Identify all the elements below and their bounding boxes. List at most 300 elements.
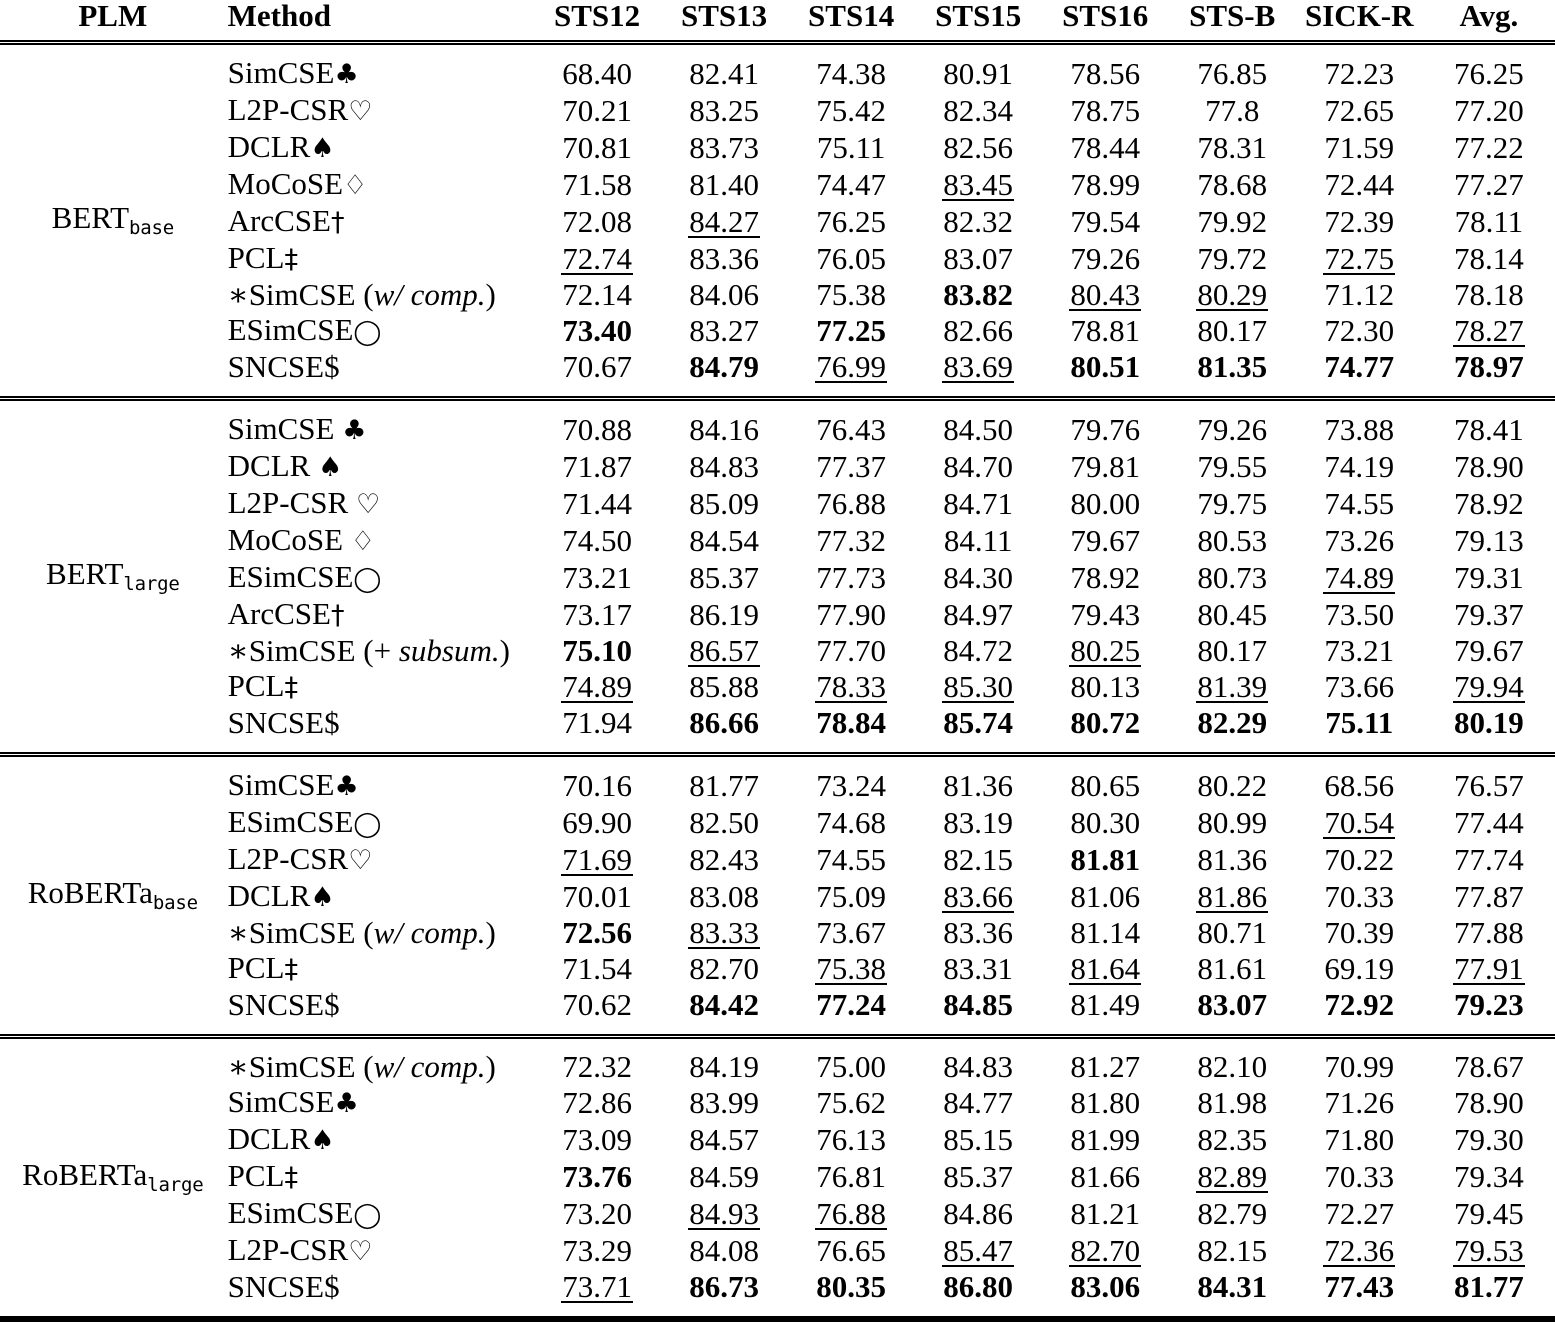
score-cell: 79.76: [1070, 412, 1141, 447]
score-cell: 84.30: [943, 560, 1014, 595]
score-cell: 79.67: [1454, 633, 1524, 668]
score-cell: [1296, 559, 1423, 596]
score-cell: 72.65: [1324, 93, 1395, 128]
method-cell: [226, 950, 534, 987]
value-underline: 83.33: [689, 915, 759, 950]
score-cell: 83.07: [943, 241, 1014, 276]
score-cell: [788, 950, 915, 987]
plm-label: RoBERTalarge: [22, 1156, 204, 1196]
score-cell: [915, 1269, 1042, 1304]
score-cell: 81.36: [943, 768, 1014, 803]
value-underline: 82.70: [1070, 1233, 1141, 1268]
method-cell: [226, 1158, 534, 1195]
method-cell: [226, 841, 534, 878]
score-cell: 77.70: [816, 633, 887, 668]
value-underline: 72.36: [1324, 1233, 1395, 1268]
score-cell: 74.47: [816, 167, 887, 202]
score-cell: 75.38: [816, 277, 887, 312]
score-cell: 76.13: [816, 1122, 887, 1157]
value-underline: 83.66: [943, 879, 1014, 914]
score-cell: 76.81: [816, 1159, 887, 1194]
score-cell: 75.42: [816, 93, 887, 128]
score-cell: 81.40: [689, 167, 759, 202]
score-cell: 77.74: [1454, 842, 1524, 877]
value-underline: 71.69: [562, 842, 632, 877]
value-bold: 75.11: [1325, 705, 1394, 740]
method-cell: [226, 92, 534, 129]
method-marker-icon: †: [330, 207, 345, 238]
column-header-sts16: STS16: [1062, 0, 1149, 33]
score-cell: 84.57: [689, 1122, 759, 1157]
method-marker-icon: ‡: [284, 954, 298, 985]
plm-label: BERTlarge: [46, 555, 180, 595]
column-header-plm: PLM: [78, 0, 148, 33]
score-cell: 84.11: [943, 523, 1013, 558]
score-cell: 76.43: [816, 412, 887, 447]
score-cell: 81.49: [1070, 987, 1141, 1022]
method-marker-icon: ♢: [343, 170, 368, 201]
score-cell: 80.71: [1197, 915, 1268, 950]
score-cell: 80.91: [943, 56, 1014, 91]
score-cell: 84.72: [943, 633, 1014, 668]
score-cell: 73.26: [1324, 523, 1395, 558]
score-cell: 79.72: [1197, 241, 1268, 276]
value-bold: 81.81: [1070, 842, 1141, 877]
score-cell: 76.85: [1197, 56, 1268, 91]
method-name: PCL: [227, 950, 285, 985]
score-cell: 71.58: [562, 167, 632, 202]
score-cell: 79.45: [1454, 1196, 1524, 1231]
value-bold: 86.80: [943, 1269, 1014, 1304]
method-tail: ): [485, 277, 496, 312]
score-cell: 84.71: [943, 486, 1014, 521]
score-cell: [1423, 705, 1555, 740]
score-cell: 84.77: [943, 1085, 1014, 1120]
score-cell: 83.31: [943, 951, 1014, 986]
score-cell: [1296, 705, 1423, 740]
score-cell: [915, 1232, 1042, 1269]
score-cell: [534, 312, 661, 349]
score-cell: 81.98: [1197, 1085, 1268, 1120]
plm-subscript: base: [129, 216, 174, 239]
score-cell: 84.83: [943, 1049, 1014, 1084]
method-name: SimCSE: [227, 411, 335, 446]
score-cell: [534, 1158, 661, 1195]
score-cell: 79.26: [1070, 241, 1141, 276]
score-cell: 84.16: [689, 412, 759, 447]
score-cell: 70.67: [562, 349, 632, 384]
value-underline: 76.99: [816, 349, 887, 384]
score-cell: [915, 166, 1042, 203]
score-cell: 81.36: [1197, 842, 1268, 877]
score-cell: 84.59: [689, 1159, 759, 1194]
score-cell: 72.44: [1324, 167, 1395, 202]
block-spacer: [0, 45, 1555, 55]
method-name: DCLR: [227, 1121, 311, 1156]
method-name: MoCoSE: [227, 166, 344, 201]
score-cell: 84.54: [689, 523, 759, 558]
score-cell: 83.25: [689, 93, 759, 128]
score-cell: 80.45: [1197, 597, 1268, 632]
table-row: [0, 915, 1555, 950]
score-cell: [1423, 950, 1555, 987]
score-cell: [1169, 277, 1296, 312]
score-cell: 82.43: [689, 842, 759, 877]
score-cell: 70.22: [1324, 842, 1395, 877]
score-cell: [1423, 987, 1555, 1022]
method-cell: [226, 349, 534, 384]
score-cell: 78.18: [1454, 277, 1524, 312]
score-cell: 79.34: [1454, 1159, 1524, 1194]
score-cell: 73.21: [1324, 633, 1395, 668]
score-cell: 85.09: [689, 486, 759, 521]
table-row: [0, 203, 1555, 240]
value-bold: 80.72: [1070, 705, 1141, 740]
score-cell: 81.27: [1070, 1049, 1141, 1084]
method-name: ESimCSE: [227, 559, 354, 594]
block-spacer: [0, 740, 1555, 752]
score-cell: 82.10: [1197, 1049, 1268, 1084]
score-cell: 84.83: [689, 449, 759, 484]
value-bold: 86.73: [689, 1269, 759, 1304]
score-cell: 82.41: [689, 56, 759, 91]
value-underline: 79.94: [1454, 669, 1524, 704]
method-cell: [226, 559, 534, 596]
score-cell: 73.09: [562, 1122, 632, 1157]
value-underline: 81.86: [1197, 879, 1268, 914]
score-cell: [1423, 668, 1555, 705]
table-row: [0, 987, 1555, 1022]
score-cell: 76.05: [816, 241, 887, 276]
score-cell: [1423, 1269, 1555, 1304]
score-cell: 72.39: [1324, 204, 1395, 239]
score-cell: 73.88: [1324, 412, 1395, 447]
method-cell: [226, 668, 534, 705]
score-cell: [1042, 950, 1169, 987]
block-spacer: [0, 1304, 1555, 1316]
score-cell: 80.17: [1197, 633, 1268, 668]
table-row: [0, 312, 1555, 349]
method-marker-icon: $: [324, 987, 340, 1022]
value-underline: 77.91: [1454, 951, 1524, 986]
score-cell: 73.67: [816, 915, 887, 950]
score-cell: 80.65: [1070, 768, 1141, 803]
method-name: DCLR: [227, 878, 311, 913]
score-cell: 76.65: [816, 1233, 887, 1268]
method-tail: ): [485, 915, 496, 950]
score-cell: 79.43: [1070, 597, 1141, 632]
score-cell: 74.19: [1324, 449, 1395, 484]
score-cell: [1296, 1269, 1423, 1304]
score-cell: 73.21: [562, 560, 632, 595]
value-bold: 80.35: [816, 1269, 887, 1304]
score-cell: 80.13: [1070, 669, 1141, 704]
score-cell: [788, 705, 915, 740]
method-cell: [226, 448, 534, 485]
table-row: [0, 878, 1555, 915]
method-marker-icon: ‡: [284, 1162, 298, 1193]
method-cell: [226, 633, 534, 668]
method-cell: [226, 1269, 534, 1304]
score-cell: [788, 349, 915, 384]
method-marker-icon: $: [324, 1269, 340, 1304]
score-cell: [1042, 1232, 1169, 1269]
score-cell: [1296, 240, 1423, 277]
method-name: SimCSE: [227, 55, 335, 90]
score-cell: 72.27: [1324, 1196, 1395, 1231]
score-cell: 83.73: [689, 130, 759, 165]
method-name: PCL: [227, 240, 285, 275]
score-cell: 77.73: [816, 560, 887, 595]
score-cell: 73.66: [1324, 669, 1395, 704]
method-qualifier: w/ comp.: [373, 1049, 486, 1084]
value-underline: 73.71: [562, 1269, 632, 1304]
score-cell: 73.29: [562, 1233, 632, 1268]
method-name: PCL: [227, 668, 285, 703]
score-cell: 78.44: [1070, 130, 1141, 165]
value-underline: 72.74: [562, 241, 632, 276]
score-cell: 69.90: [562, 805, 632, 840]
value-bold: 77.24: [816, 987, 887, 1022]
table-row: [0, 1195, 1555, 1232]
score-cell: [788, 312, 915, 349]
column-header-sts14: STS14: [808, 0, 895, 33]
bottom-rule-row: [0, 1316, 1555, 1322]
score-cell: 77.32: [816, 523, 887, 558]
method-marker-icon: †: [330, 600, 345, 631]
score-cell: [661, 1269, 788, 1304]
score-cell: [1169, 987, 1296, 1022]
score-cell: [788, 987, 915, 1022]
method-cell: [226, 129, 534, 166]
score-cell: [661, 705, 788, 740]
method-marker-icon: ‡: [284, 244, 298, 275]
score-cell: 71.87: [562, 449, 632, 484]
score-cell: [1042, 841, 1169, 878]
score-cell: 77.87: [1454, 879, 1524, 914]
value-bold: 74.77: [1324, 349, 1395, 384]
table-row: [0, 950, 1555, 987]
value-underline: 76.88: [816, 1196, 887, 1231]
method-name: DCLR: [227, 448, 311, 483]
score-cell: 78.92: [1070, 560, 1141, 595]
score-cell: 75.62: [816, 1085, 887, 1120]
score-cell: 80.53: [1197, 523, 1268, 558]
bottom-rule: [0, 1316, 1555, 1322]
value-underline: 85.47: [943, 1233, 1014, 1268]
block-spacer: [0, 401, 1555, 411]
score-cell: 70.81: [562, 130, 632, 165]
value-underline: 83.45: [943, 167, 1014, 202]
score-cell: 70.62: [562, 987, 632, 1022]
score-cell: 86.19: [689, 597, 759, 632]
score-cell: 78.68: [1197, 167, 1268, 202]
value-bold: 84.85: [943, 987, 1014, 1022]
method-name: L2P-CSR: [227, 841, 349, 876]
table-row: [0, 485, 1555, 522]
method-name: ∗SimCSE (: [227, 1049, 374, 1084]
method-qualifier: subsum.: [398, 633, 500, 668]
score-cell: 82.79: [1197, 1196, 1268, 1231]
column-header-avg: Avg.: [1459, 0, 1519, 33]
value-bold: 78.97: [1454, 349, 1524, 384]
value-underline: 82.89: [1197, 1159, 1268, 1194]
score-cell: 82.15: [1197, 1233, 1268, 1268]
score-cell: 74.68: [816, 805, 887, 840]
table-row: [0, 349, 1555, 384]
score-cell: [534, 1269, 661, 1304]
method-name: SNCSE: [227, 705, 325, 740]
score-cell: 82.35: [1197, 1122, 1268, 1157]
score-cell: 78.67: [1454, 1049, 1524, 1084]
table-row: [0, 841, 1555, 878]
block-spacer: [0, 757, 1555, 767]
table-row: [0, 1049, 1555, 1084]
value-underline: 80.25: [1070, 633, 1141, 668]
score-cell: 81.14: [1070, 915, 1141, 950]
column-header-sts13: STS13: [681, 0, 768, 33]
score-cell: 70.99: [1324, 1049, 1395, 1084]
score-cell: [1042, 705, 1169, 740]
score-cell: 77.37: [816, 449, 887, 484]
table-row: [0, 804, 1555, 841]
score-cell: 76.25: [816, 204, 887, 239]
table-header: [0, 0, 1555, 45]
score-cell: 73.17: [562, 597, 632, 632]
table-row: [0, 559, 1555, 596]
score-cell: 78.90: [1454, 1085, 1524, 1120]
method-cell: [226, 596, 534, 633]
method-cell: [226, 705, 534, 740]
block-spacer: [0, 1022, 1555, 1034]
score-cell: 80.99: [1197, 805, 1268, 840]
method-name: ∗SimCSE (: [227, 915, 374, 950]
score-cell: 79.92: [1197, 204, 1268, 239]
method-cell: [226, 1232, 534, 1269]
score-cell: 83.19: [943, 805, 1014, 840]
score-cell: 83.36: [689, 241, 759, 276]
score-cell: 77.90: [816, 597, 887, 632]
score-cell: 78.92: [1454, 486, 1524, 521]
method-marker-icon: ♡: [355, 489, 381, 520]
score-cell: 76.88: [816, 486, 887, 521]
score-cell: 72.14: [562, 277, 632, 312]
score-cell: 72.23: [1324, 56, 1395, 91]
method-marker-icon: ♣: [334, 1088, 359, 1119]
method-name: L2P-CSR: [227, 485, 349, 520]
method-qualifier: w/ comp.: [373, 915, 486, 950]
value-bold: 73.76: [562, 1159, 632, 1194]
score-cell: 84.19: [689, 1049, 759, 1084]
value-bold: 72.56: [562, 915, 632, 950]
score-cell: [915, 349, 1042, 384]
score-cell: 79.26: [1197, 412, 1268, 447]
method-cell: [226, 915, 534, 950]
value-underline: 70.54: [1324, 805, 1395, 840]
score-cell: [915, 277, 1042, 312]
method-name: ∗SimCSE (+: [227, 633, 399, 668]
score-cell: [788, 1195, 915, 1232]
score-cell: 74.55: [1324, 486, 1395, 521]
score-cell: 81.77: [689, 768, 759, 803]
block-spacer: [0, 1039, 1555, 1049]
score-cell: 70.33: [1324, 879, 1395, 914]
score-cell: [661, 987, 788, 1022]
score-cell: 83.99: [689, 1085, 759, 1120]
value-underline: 85.30: [943, 669, 1014, 704]
value-underline: 79.53: [1454, 1233, 1524, 1268]
value-bold: 82.29: [1197, 705, 1268, 740]
score-cell: [534, 240, 661, 277]
score-cell: 71.94: [562, 705, 632, 740]
table-row: [0, 240, 1555, 277]
value-bold: 86.66: [689, 705, 759, 740]
method-marker-icon: ◯: [353, 1200, 382, 1229]
value-underline: 81.39: [1197, 669, 1268, 704]
value-bold: 84.31: [1197, 1269, 1268, 1304]
score-cell: 75.00: [816, 1049, 887, 1084]
score-cell: 71.12: [1324, 277, 1395, 312]
score-cell: 78.31: [1197, 130, 1268, 165]
score-cell: 69.19: [1324, 951, 1395, 986]
score-cell: [1296, 349, 1423, 384]
score-cell: [915, 878, 1042, 915]
score-cell: 85.15: [943, 1122, 1014, 1157]
method-cell: [226, 203, 534, 240]
score-cell: 77.8: [1205, 93, 1260, 128]
score-cell: 77.20: [1454, 93, 1524, 128]
method-cell: [226, 240, 534, 277]
score-cell: 80.17: [1197, 313, 1268, 348]
method-cell: [226, 166, 534, 203]
score-cell: 71.44: [562, 486, 632, 521]
score-cell: [788, 1269, 915, 1304]
table-row: [0, 166, 1555, 203]
method-marker-icon: $: [324, 705, 340, 740]
score-cell: 85.37: [689, 560, 759, 595]
score-cell: 84.08: [689, 1233, 759, 1268]
score-cell: [1423, 349, 1555, 384]
value-bold: 80.19: [1454, 705, 1524, 740]
score-cell: 82.34: [943, 93, 1014, 128]
score-cell: 80.30: [1070, 805, 1141, 840]
score-cell: 80.73: [1197, 560, 1268, 595]
table-row: [0, 92, 1555, 129]
score-cell: 79.81: [1070, 449, 1141, 484]
method-cell: [226, 277, 534, 312]
score-cell: [661, 915, 788, 950]
method-cell: [226, 804, 534, 841]
table-row: [0, 767, 1555, 804]
column-header-sts12: STS12: [553, 0, 641, 33]
method-marker-icon: ♣: [334, 771, 359, 802]
method-marker-icon: ♡: [348, 96, 373, 127]
score-cell: 84.86: [943, 1196, 1014, 1231]
score-cell: 82.15: [943, 842, 1014, 877]
score-cell: 78.11: [1454, 204, 1524, 239]
score-cell: 72.86: [562, 1085, 632, 1120]
value-underline: 74.89: [1324, 560, 1395, 595]
table-row: [0, 1121, 1555, 1158]
method-marker-icon: ♡: [348, 1236, 373, 1267]
value-underline: 84.93: [689, 1196, 759, 1231]
table-row: [0, 1084, 1555, 1121]
score-cell: 80.00: [1070, 486, 1141, 521]
score-cell: [1296, 987, 1423, 1022]
score-cell: [915, 705, 1042, 740]
value-bold: 77.43: [1324, 1269, 1395, 1304]
score-cell: 82.70: [689, 951, 759, 986]
